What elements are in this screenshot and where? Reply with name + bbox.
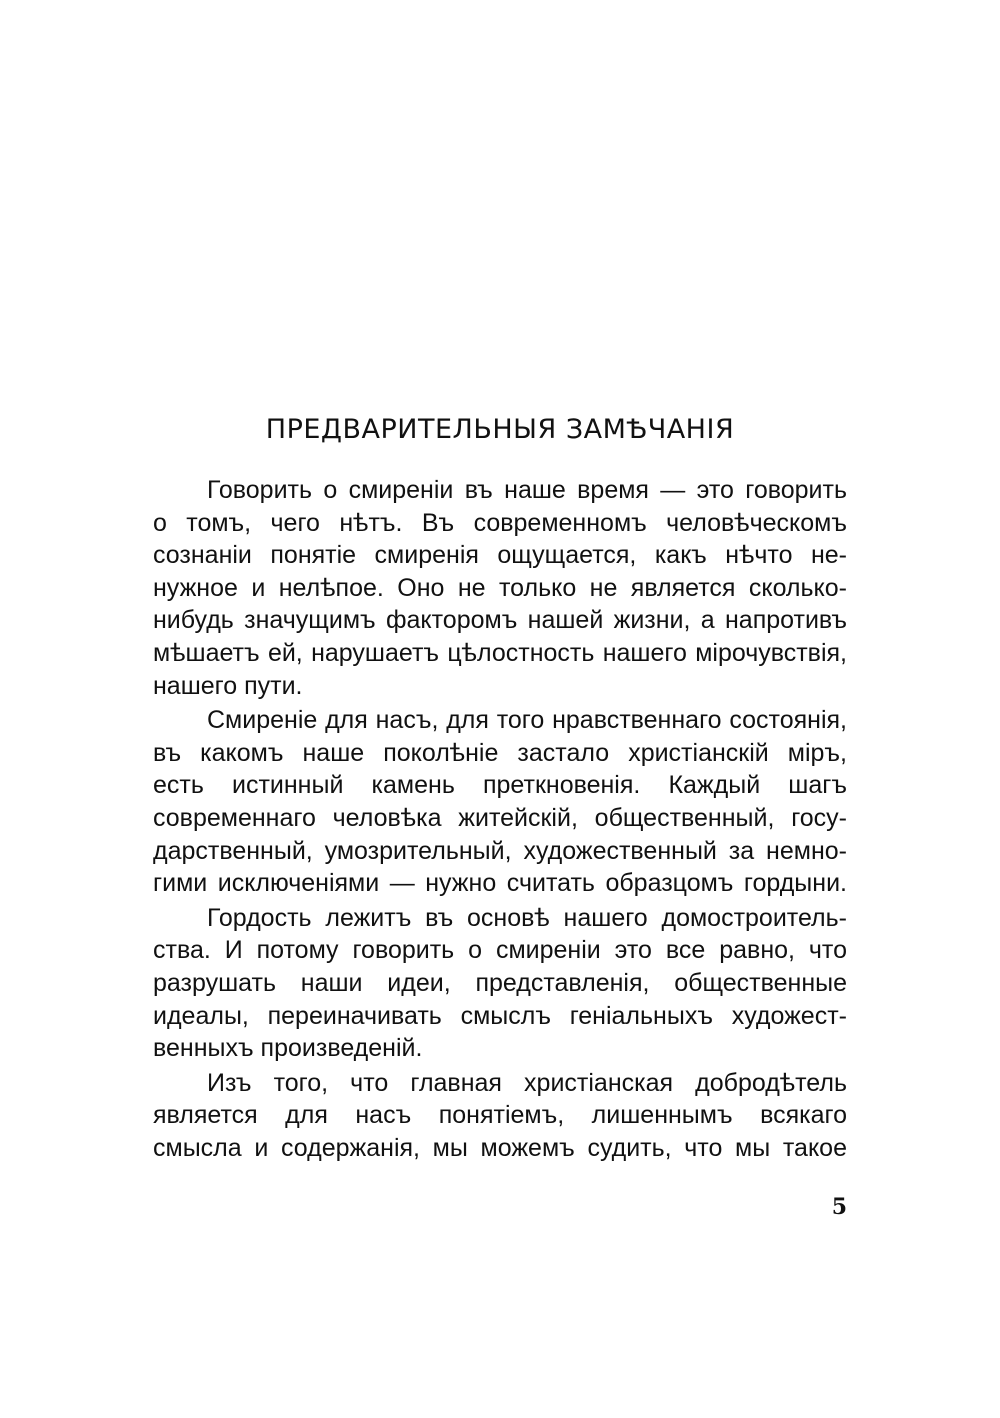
text-line: Говорить о смиреніи въ наше время — это говорить xyxy=(207,476,847,504)
text-line: есть истинный камень преткновенія. Каждый шагъ xyxy=(153,771,847,800)
text-line: сознаніи понятіе смиренія ощущается, какъ нѣчто не- xyxy=(153,541,847,570)
text-line: дарственный, умозрительный, художественный за немно- xyxy=(153,836,847,865)
paragraph xyxy=(153,704,847,900)
text-line: смысла и содержанія, мы можемъ судить, что мы такое xyxy=(153,1133,847,1162)
text-line: о томъ, чего нѣтъ. Въ современномъ человѣческомъ xyxy=(153,508,847,537)
text-line: Смиреніе для насъ, для того нравственнаго состоянія, xyxy=(207,706,847,735)
text-line: идеалы, переиначивать смыслъ геніальныхъ художест- xyxy=(153,1001,847,1030)
text-line: нибудь значущимъ факторомъ нашей жизни, а напротивъ xyxy=(153,606,847,635)
chapter-heading: ПРЕДВАРИТЕЛЬНЫЯ ЗАМѢЧАНІЯ xyxy=(265,414,735,445)
page-number: 5 xyxy=(831,1194,847,1220)
text-line: Изъ того, что главная христіанская добродѣтель xyxy=(207,1068,847,1097)
paragraph xyxy=(153,1067,847,1165)
body-text xyxy=(153,474,847,1164)
paragraph xyxy=(153,474,847,702)
text-line: разрушать наши идеи, представленія, общественные xyxy=(153,968,847,997)
text-line: современнаго человѣка житейскій, общественный, госу- xyxy=(153,803,847,832)
text-line: нужное и нелѣпое. Оно не только не является сколько- xyxy=(153,573,847,602)
text-line: ства. И потому говорить о смиреніи это все равно, что xyxy=(153,936,847,965)
text-line: является для насъ понятіемъ, лишеннымъ всякаго xyxy=(153,1101,847,1130)
text-line: нашего пути. xyxy=(153,671,303,700)
text-line: венныхъ произведеній. xyxy=(153,1034,423,1063)
text-line: гими исключеніями — нужно считать образцомъ гордыни. xyxy=(153,869,847,898)
text-line: въ какомъ наше поколѣніе застало христіанскій міръ, xyxy=(153,738,847,767)
text-line: Гордость лежитъ въ основѣ нашего домостроитель- xyxy=(207,903,847,932)
text-line: мѣшаетъ ей, нарушаетъ цѣлостность нашего мірочувствія, xyxy=(153,638,847,667)
paragraph xyxy=(153,902,847,1065)
